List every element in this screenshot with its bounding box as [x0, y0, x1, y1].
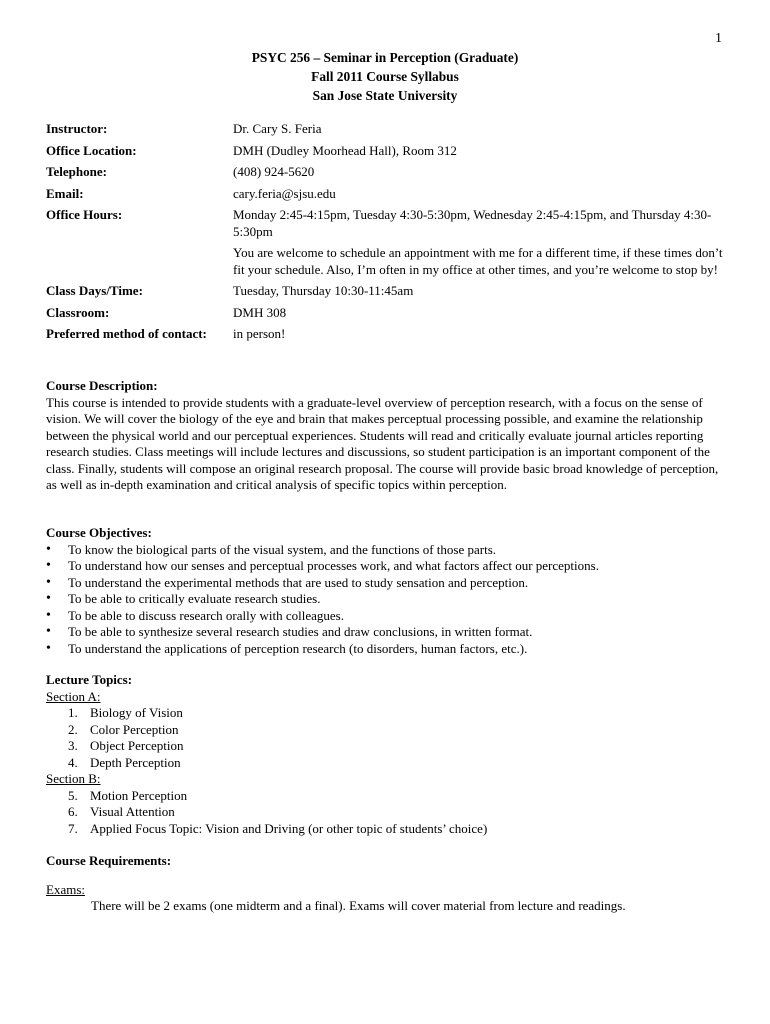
office-label: Office Location: — [46, 142, 137, 158]
office-hours-label: Office Hours: — [46, 207, 123, 222]
telephone-row — [46, 164, 736, 181]
item-number: 7. — [68, 820, 78, 836]
document-title — [0, 48, 770, 105]
instructor-label: Instructor: — [46, 121, 108, 136]
item-text: Color Perception — [90, 721, 179, 737]
list-item — [46, 705, 728, 722]
course-title: PSYC 256 – Seminar in Perception (Graduate) — [251, 50, 519, 65]
item-number: 1. — [68, 705, 78, 720]
contact-label: Preferred method of contact: — [46, 326, 207, 341]
objectives-heading: Course Objectives: — [46, 525, 152, 540]
class-days-value: Tuesday, Thursday 10:30-11:45am — [233, 283, 414, 298]
item-number: 2. — [68, 721, 78, 737]
item-number: 5. — [68, 787, 78, 803]
item-text: Depth Perception — [90, 754, 181, 770]
class-days-row — [46, 283, 736, 300]
course-requirements — [46, 853, 728, 915]
objective-item: • To understand the applications of perception research (to disorders, human factors, etc.). — [46, 641, 728, 658]
course-description — [46, 378, 728, 494]
classroom-value: DMH 308 — [233, 304, 287, 320]
requirements-heading: Course Requirements: — [46, 853, 172, 868]
list-item — [46, 755, 728, 772]
office-value: DMH (Dudley Moorhead Hall), Room 312 — [233, 142, 457, 158]
office-hours-times: Monday 2:45-4:15pm, Tuesday 4:30-5:30pm, Wednesday 2:45-4:15pm, and Thursday 4:30-5:30pm — [233, 207, 712, 239]
page-number: 1 — [715, 31, 722, 46]
course-objectives — [46, 525, 728, 657]
course-info-table — [46, 121, 736, 348]
class-days-label: Class Days/Time: — [46, 283, 143, 298]
contact-value: in person! — [233, 326, 286, 341]
syllabus-term: Fall 2011 Course Syllabus — [311, 69, 459, 84]
lecture-topics-heading: Lecture Topics: — [46, 672, 133, 687]
item-text: Visual Attention — [90, 804, 175, 819]
item-number: 4. — [68, 754, 78, 770]
contact-row — [46, 326, 736, 343]
objectives-list — [46, 542, 728, 658]
item-text: Applied Focus Topic: Vision and Driving (or other topic of students’ choice) — [90, 820, 488, 836]
list-item — [46, 788, 728, 805]
item-text: Motion Perception — [90, 787, 188, 803]
section-a-list — [46, 705, 728, 771]
exams-label: Exams: — [46, 881, 85, 897]
classroom-row — [46, 305, 736, 322]
lecture-topics — [46, 672, 728, 837]
classroom-label: Classroom: — [46, 304, 110, 320]
objective-item: • To be able to synthesize several research studies and draw conclusions, in written format. — [46, 624, 728, 641]
objective-item: • To understand the experimental methods that are used to study sensation and perception. — [46, 575, 728, 592]
exams-text: There will be 2 exams (one midterm and a final). Exams will cover material from lecture and readings. — [91, 898, 626, 913]
telephone-value: (408) 924-5620 — [233, 164, 315, 179]
objective-item: • To understand how our senses and perceptual processes work, and what factors affect our perceptions. — [46, 558, 728, 575]
office-row — [46, 143, 736, 160]
item-number: 3. — [68, 738, 78, 753]
office-hours-note: You are welcome to schedule an appointment with me for a different time, if these times don’t fit your schedule. Also, I’m often in my office at other times, and you’re welcome to stop by! — [233, 245, 723, 277]
list-item — [46, 821, 728, 838]
objective-item: • To know the biological parts of the visual system, and the functions of those parts. — [46, 542, 728, 559]
section-b-label: Section B: — [46, 771, 101, 786]
email-label: Email: — [46, 185, 84, 201]
description-heading: Course Description: — [46, 378, 158, 393]
objective-item: • To be able to discuss research orally with colleagues. — [46, 608, 728, 625]
office-hours-row — [46, 207, 736, 278]
instructor-value: Dr. Cary S. Feria — [233, 121, 322, 136]
objective-item: • To be able to critically evaluate research studies. — [46, 591, 728, 608]
email-value: cary.feria@sjsu.edu — [233, 185, 336, 201]
office-hours-value — [233, 207, 736, 278]
list-item — [46, 804, 728, 821]
university-name: San Jose State University — [312, 88, 458, 103]
email-row — [46, 186, 736, 203]
item-text: Biology of Vision — [90, 705, 183, 720]
section-a-label: Section A: — [46, 688, 101, 704]
list-item — [46, 722, 728, 739]
item-number: 6. — [68, 804, 78, 819]
instructor-row — [46, 121, 736, 138]
item-text: Object Perception — [90, 738, 184, 753]
list-item — [46, 738, 728, 755]
telephone-label: Telephone: — [46, 164, 107, 179]
section-b-list — [46, 788, 728, 838]
description-body: This course is intended to provide students with a graduate-level overview of perception research, with a focus on the sense of vision. We will cover the biology of the eye and brain that makes perceptual processing possible, and examine the relationship between the physical world and our perceptual experiences. Students will read and critically evaluate journal articles reporting research studies. Class meetings will include lectures and discussions, so student participation is an important component of the class. Finally, students will compose an original research proposal. The course will provide basic broad knowledge of perception, as well as in-depth examination and critical analysis of specific topics within perception. — [46, 394, 719, 492]
